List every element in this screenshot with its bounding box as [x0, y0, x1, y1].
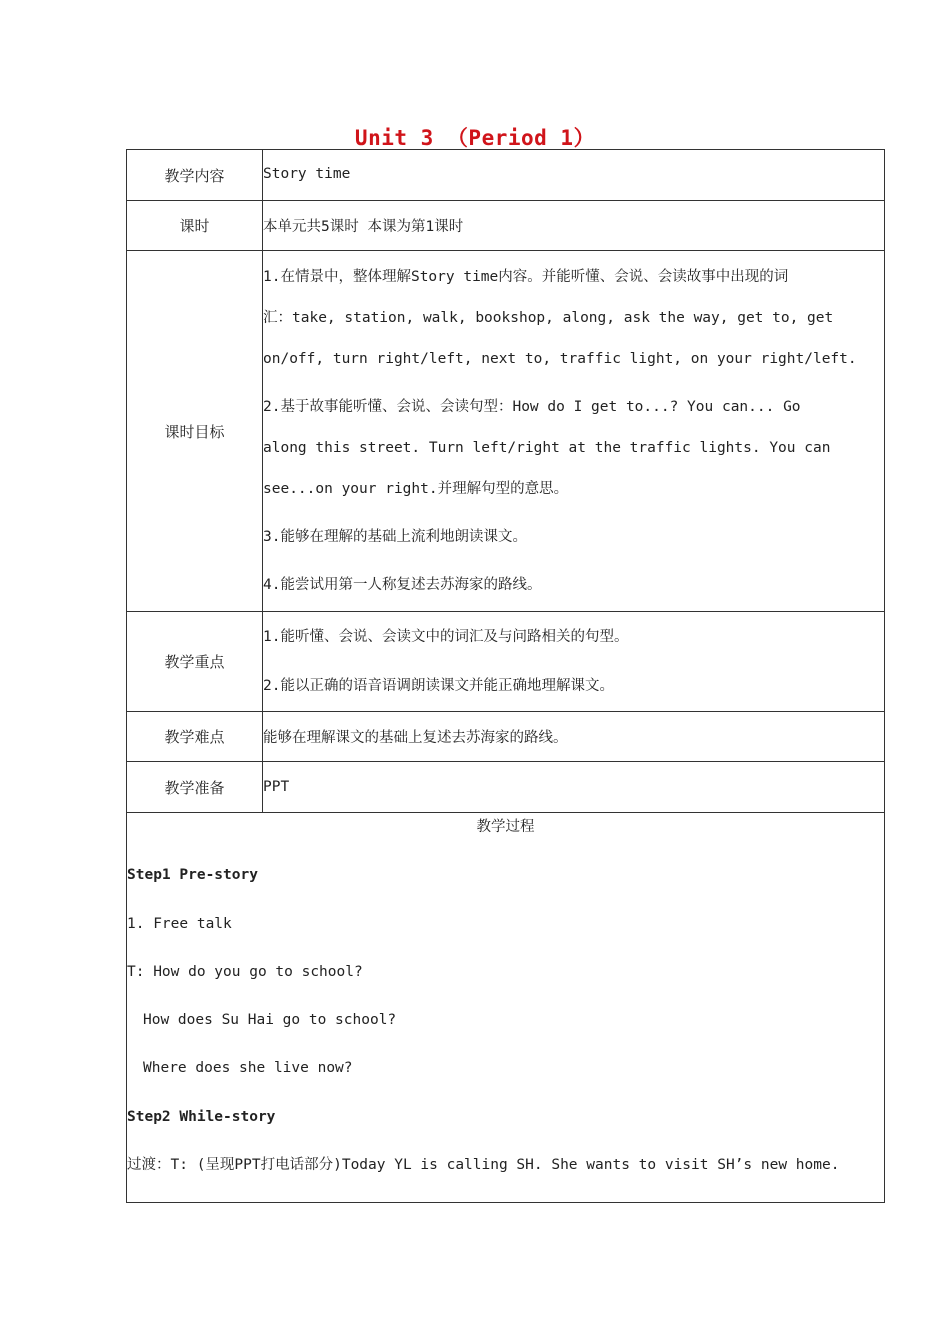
label-lesson-goals: 课时目标 [127, 251, 263, 612]
lesson-plan-table [126, 149, 885, 1203]
label-teaching-focus: 教学重点 [127, 612, 263, 712]
goal-line: see...on your right.并理解句型的意思。 [263, 481, 569, 497]
label-teaching-content: 教学内容 [127, 150, 263, 201]
row-teaching-preparation [127, 762, 885, 813]
process-line: How does Su Hai go to school? [143, 1012, 397, 1029]
row-teaching-difficulty [127, 712, 885, 762]
label-teaching-preparation: 教学准备 [127, 762, 263, 813]
process-line: T: How do you go to school? [127, 963, 363, 980]
goal-line: 1.在情景中，整体理解Story time内容。并能听懂、会说、会读故事中出现的词 [263, 269, 789, 285]
row-class-period [127, 201, 885, 251]
row-teaching-process [127, 813, 885, 1203]
label-class-period: 课时 [127, 201, 263, 251]
row-teaching-focus [127, 612, 885, 712]
value-teaching-content: Story time [263, 150, 885, 201]
document-title: Unit 3 （Period 1） [354, 126, 596, 150]
process-line: 过渡：T: (呈现PPT打电话部分)Today YL is calling SH. She wants to visit SH’s new home. [127, 1157, 840, 1174]
value-teaching-focus [263, 612, 885, 712]
goal-line: 汇：take, station, walk, bookshop, along, ask the way, get to, get [263, 310, 834, 326]
row-lesson-goals [127, 251, 885, 612]
label-teaching-difficulty: 教学难点 [127, 712, 263, 762]
focus-line: 1.能听懂、会说、会读文中的词汇及与问路相关的句型。 [263, 628, 629, 645]
process-line: Where does she live now? [143, 1060, 353, 1077]
goal-line: 3.能够在理解的基础上流利地朗读课文。 [263, 529, 527, 545]
value-class-period: 本单元共5课时 本课为第1课时 [263, 201, 885, 251]
process-heading: 教学过程 [476, 819, 535, 835]
goal-line: along this street. Turn left/right at the traffic lights. You can [263, 440, 831, 456]
process-line: 1. Free talk [127, 915, 232, 932]
teaching-process-cell [127, 813, 885, 1203]
step-heading: Step2 While-story [127, 1108, 276, 1125]
value-teaching-difficulty: 能够在理解课文的基础上复述去苏海家的路线。 [263, 712, 885, 762]
row-teaching-content [127, 150, 885, 201]
step-heading: Step1 Pre-story [127, 867, 258, 884]
focus-line: 2.能以正确的语音语调朗读课文并能正确地理解课文。 [263, 677, 614, 694]
value-lesson-goals [263, 251, 885, 612]
goal-line: 2.基于故事能听懂、会说、会读句型：How do I get to...? You can... Go [263, 399, 801, 415]
value-teaching-preparation: PPT [263, 762, 885, 813]
goal-line: on/off, turn right/left, next to, traffic light, on your right/left. [263, 351, 857, 367]
goal-line: 4.能尝试用第一人称复述去苏海家的路线。 [263, 577, 542, 593]
